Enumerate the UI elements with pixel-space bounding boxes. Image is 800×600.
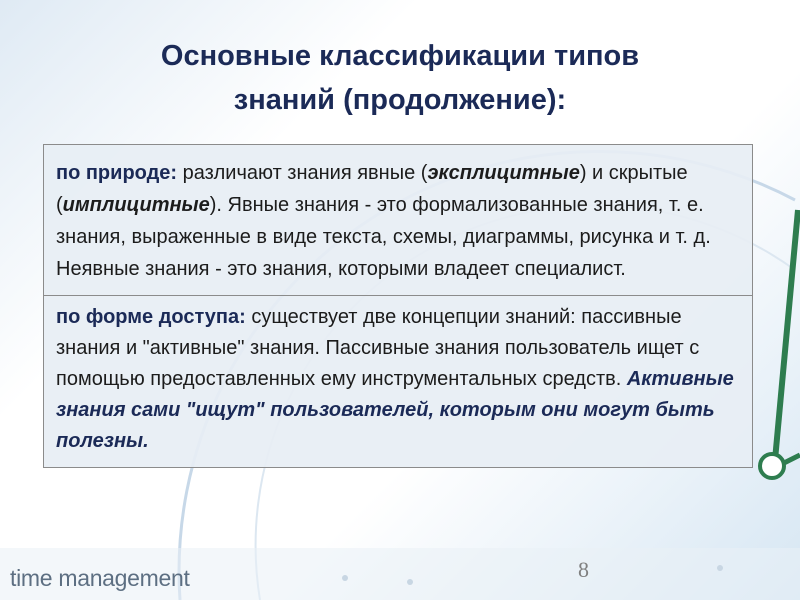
cell-text: существует две концепции знаний: пассивные знания и "активные" знания. Пассивные знания пользователь ищет с помощью предоставленных ему инструментальных средств.	[56, 306, 700, 390]
term-label: по природе:	[56, 162, 178, 184]
brand-text: time management	[10, 565, 190, 591]
table-row	[44, 296, 753, 468]
table-cell-nature	[44, 145, 753, 296]
slide-title-line-2: знаний (продолжение):	[233, 84, 567, 116]
clock-center	[760, 454, 784, 478]
emphasis-term: имплицитные	[62, 194, 210, 216]
cell-text: ). Явные знания - это формализованные знания, т. е. знания, выраженные в виде текста, схемы, диаграммы, рисунка и т. д. Неявные знания - это знания, которыми владеет специалист.	[56, 194, 711, 280]
table-cell-access-form	[44, 296, 753, 468]
page-number: 8	[578, 557, 589, 582]
cell-text: ) и скрытые (	[56, 162, 688, 216]
slide-title-line-1: Основные классификации типов	[160, 40, 640, 72]
slide-title	[40, 34, 760, 122]
accent-text: Активные знания сами "ищут" пользователей, которым они могут быть полезны.	[56, 368, 734, 452]
table-row	[44, 145, 753, 296]
cell-text: различают знания явные (	[177, 162, 428, 184]
term-label: по форме доступа:	[56, 306, 246, 328]
classification-table	[43, 144, 753, 468]
emphasis-term: эксплицитные	[427, 162, 580, 184]
clock-hand	[775, 210, 798, 460]
